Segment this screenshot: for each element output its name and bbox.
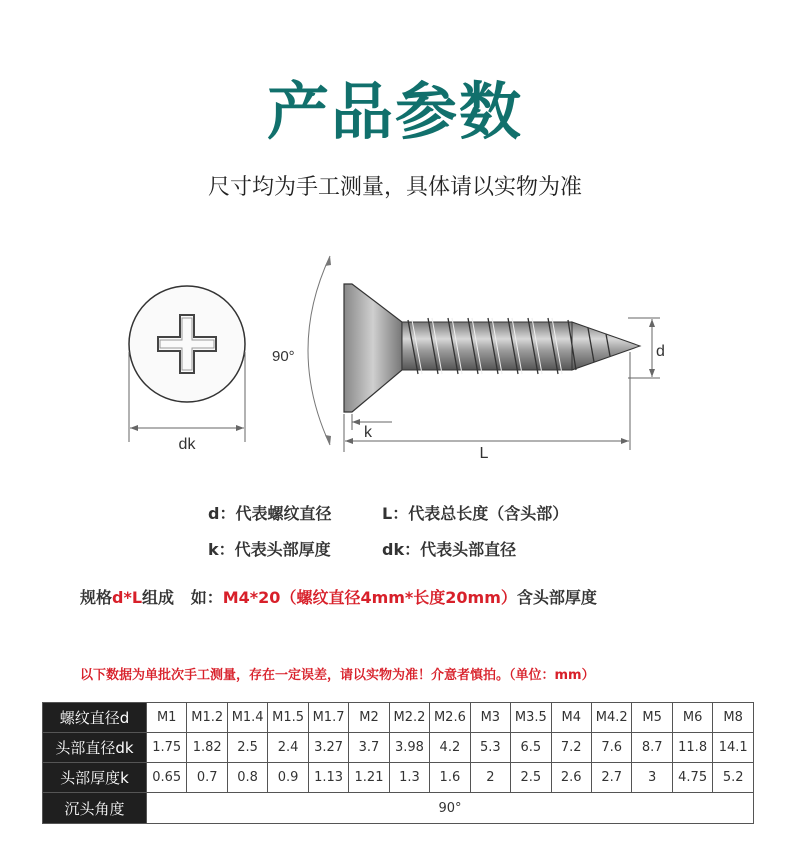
- table-cell: M2.2: [389, 703, 429, 733]
- head-diameter-row: [43, 733, 754, 763]
- table-cell: M4: [551, 703, 591, 733]
- angle-value-cell: 90°: [147, 793, 754, 824]
- table-cell: 2.6: [551, 763, 591, 793]
- legend-d: d：代表螺纹直径: [208, 504, 332, 523]
- screw-side-view: [344, 284, 640, 412]
- table-cell: M2.6: [430, 703, 470, 733]
- countersink-angle-row: [43, 793, 754, 824]
- table-cell: 2.7: [591, 763, 631, 793]
- table-cell: 0.65: [147, 763, 187, 793]
- table-cell: 3.27: [308, 733, 348, 763]
- table-cell: 7.2: [551, 733, 591, 763]
- table-cell: M4.2: [591, 703, 631, 733]
- row-header: 沉头角度: [43, 793, 147, 824]
- spec-line: [80, 585, 597, 608]
- table-cell: 3.7: [349, 733, 389, 763]
- table-cell: 8.7: [632, 733, 672, 763]
- page-title: 产品参数: [266, 75, 523, 148]
- table-cell: M3: [470, 703, 510, 733]
- dk-label: dk: [178, 436, 196, 453]
- table-cell: 2: [470, 763, 510, 793]
- L-label: L: [479, 445, 489, 462]
- table-cell: 1.82: [187, 733, 227, 763]
- table-cell: M6: [672, 703, 712, 733]
- table-cell: 0.7: [187, 763, 227, 793]
- table-cell: 5.3: [470, 733, 510, 763]
- table-cell: 1.21: [349, 763, 389, 793]
- head-thickness-row: [43, 763, 754, 793]
- table-cell: 2.5: [227, 733, 267, 763]
- angle-dimension: [308, 256, 331, 445]
- table-cell: M2: [349, 703, 389, 733]
- table-cell: M1.7: [308, 703, 348, 733]
- measurement-note: 以下数据为单批次手工测量，存在一定误差，请以实物为准！介意者慎拍。（单位：mm）: [80, 668, 595, 683]
- table-cell: 1.13: [308, 763, 348, 793]
- screw-head-front-view: [129, 286, 245, 402]
- table-cell: 4.75: [672, 763, 712, 793]
- legend-L: L：代表总长度（含头部）: [382, 504, 569, 523]
- d-label: d: [656, 343, 665, 360]
- row-header: 头部直径dk: [43, 733, 147, 763]
- table-cell: 7.6: [591, 733, 631, 763]
- table-cell: M3.5: [511, 703, 551, 733]
- table-cell: 1.6: [430, 763, 470, 793]
- spec-prefix: 规格: [80, 588, 113, 607]
- row-header: 螺纹直径d: [43, 703, 147, 733]
- table-cell: 2.5: [511, 763, 551, 793]
- spec-middle: 组成 如：: [142, 588, 223, 607]
- table-cell: 0.9: [268, 763, 308, 793]
- angle-label: 90°: [272, 348, 295, 365]
- row-header: 头部厚度k: [43, 763, 147, 793]
- spec-example: M4*20（螺纹直径4mm*长度20mm）: [222, 588, 517, 607]
- table-cell: M1: [147, 703, 187, 733]
- spec-highlight-dl: d*L: [112, 588, 143, 607]
- table-cell: 0.8: [227, 763, 267, 793]
- k-label: k: [364, 424, 372, 441]
- legend-dk: dk：代表头部直径: [382, 540, 517, 559]
- table-cell: 2.4: [268, 733, 308, 763]
- table-cell: 14.1: [713, 733, 754, 763]
- parameter-table: [42, 702, 754, 824]
- table-cell: M1.2: [187, 703, 227, 733]
- table-cell: 6.5: [511, 733, 551, 763]
- table-cell: 11.8: [672, 733, 712, 763]
- table-cell: 5.2: [713, 763, 754, 793]
- table-cell: M8: [713, 703, 754, 733]
- table-cell: 3.98: [389, 733, 429, 763]
- legend-k: k：代表头部厚度: [208, 540, 331, 559]
- table-cell: 4.2: [430, 733, 470, 763]
- table-cell: 3: [632, 763, 672, 793]
- table-cell: M1.5: [268, 703, 308, 733]
- thread-diameter-row: [43, 703, 754, 733]
- table-cell: 1.3: [389, 763, 429, 793]
- page-subtitle: 尺寸均为手工测量，具体请以实物为准: [207, 175, 582, 200]
- table-cell: M1.4: [227, 703, 267, 733]
- spec-suffix: 含头部厚度: [516, 588, 597, 607]
- table-cell: 1.75: [147, 733, 187, 763]
- table-cell: M5: [632, 703, 672, 733]
- screw-diagram: [0, 240, 790, 470]
